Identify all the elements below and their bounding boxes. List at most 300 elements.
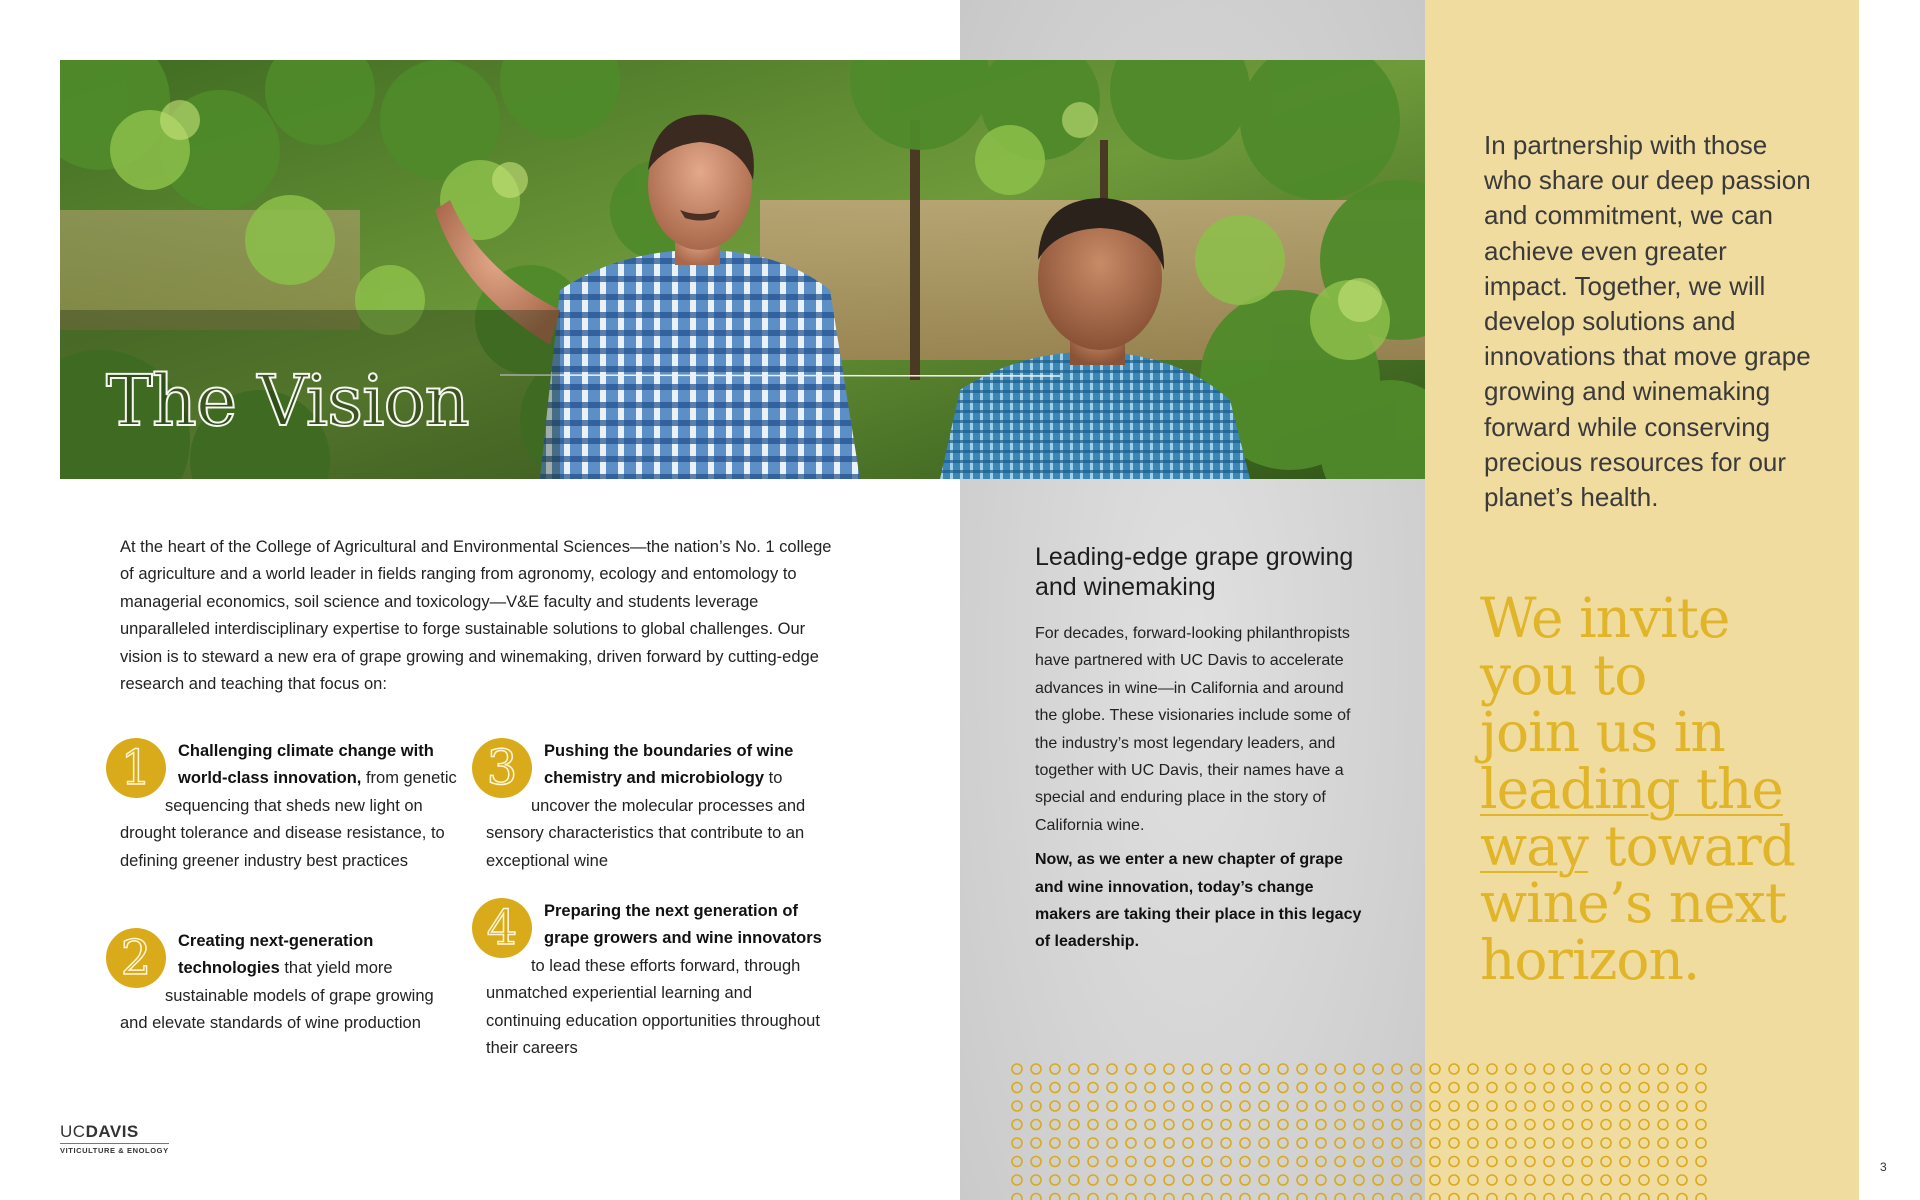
decorative-dot xyxy=(1658,1101,1668,1111)
decorative-dot xyxy=(1050,1120,1060,1130)
decorative-dot xyxy=(1183,1101,1193,1111)
decorative-dot xyxy=(1107,1064,1117,1074)
decorative-dot xyxy=(1088,1064,1098,1074)
decorative-dot xyxy=(1449,1101,1459,1111)
focus-item-text: to uncover the molecular processes and sensory characteristics that contribute to an exceptional wine xyxy=(486,769,806,870)
focus-item-title: Preparing the next generation of grape growers and wine innovators xyxy=(544,902,822,948)
decorative-dot xyxy=(1677,1120,1687,1130)
decorative-dot xyxy=(1316,1083,1326,1093)
decorative-dot xyxy=(1487,1157,1497,1167)
decorative-dot xyxy=(1544,1138,1554,1148)
decorative-dot xyxy=(1449,1157,1459,1167)
decorative-dot xyxy=(1525,1120,1535,1130)
decorative-dot xyxy=(1012,1083,1022,1093)
logo-davis: DAVIS xyxy=(85,1122,139,1141)
decorative-dot xyxy=(1525,1157,1535,1167)
decorative-dot xyxy=(1563,1083,1573,1093)
decorative-dot xyxy=(1278,1064,1288,1074)
decorative-dot xyxy=(1696,1194,1706,1200)
decorative-dot xyxy=(1506,1064,1516,1074)
decorative-dot xyxy=(1696,1064,1706,1074)
decorative-dot xyxy=(1468,1120,1478,1130)
decorative-dot xyxy=(1297,1120,1307,1130)
focus-item-2 xyxy=(120,928,465,1038)
decorative-dot xyxy=(1696,1101,1706,1111)
decorative-dot xyxy=(1487,1101,1497,1111)
focus-item-title: Pushing the boundaries of wine chemistry and microbiology xyxy=(544,742,794,788)
decorative-dot xyxy=(1031,1101,1041,1111)
decorative-dot xyxy=(1012,1101,1022,1111)
decorative-dot xyxy=(1145,1138,1155,1148)
decorative-dot xyxy=(1278,1194,1288,1200)
decorative-dot xyxy=(1335,1064,1345,1074)
decorative-dot xyxy=(1278,1120,1288,1130)
decorative-dot xyxy=(1582,1064,1592,1074)
decorative-dot xyxy=(1582,1194,1592,1200)
decorative-dot xyxy=(1240,1064,1250,1074)
decorative-dot xyxy=(1354,1194,1364,1200)
decorative-dot xyxy=(1316,1157,1326,1167)
decorative-dot xyxy=(1392,1101,1402,1111)
decorative-dot xyxy=(1259,1194,1269,1200)
number-badge: 3 xyxy=(472,738,532,798)
decorative-dot xyxy=(1297,1194,1307,1200)
decorative-dot xyxy=(1183,1157,1193,1167)
decorative-dot xyxy=(1468,1064,1478,1074)
decorative-dot xyxy=(1297,1101,1307,1111)
decorative-dot xyxy=(1240,1083,1250,1093)
decorative-dot xyxy=(1411,1120,1421,1130)
decorative-dot xyxy=(1031,1194,1041,1200)
decorative-dot xyxy=(1031,1083,1041,1093)
decorative-dot xyxy=(1183,1064,1193,1074)
decorative-dot xyxy=(1335,1138,1345,1148)
ucdavis-logo xyxy=(60,1122,169,1155)
decorative-dot xyxy=(1145,1064,1155,1074)
decorative-dot xyxy=(1620,1194,1630,1200)
decorative-dot xyxy=(1563,1175,1573,1185)
decorative-dot xyxy=(1202,1194,1212,1200)
decorative-dot xyxy=(1658,1120,1668,1130)
decorative-dot xyxy=(1126,1157,1136,1167)
decorative-dot xyxy=(1373,1083,1383,1093)
decorative-dot xyxy=(1145,1083,1155,1093)
decorative-dot xyxy=(1677,1157,1687,1167)
decorative-dot xyxy=(1145,1101,1155,1111)
number-badge: 4 xyxy=(472,898,532,958)
decorative-dot xyxy=(1069,1083,1079,1093)
decorative-dot xyxy=(1582,1101,1592,1111)
decorative-dot xyxy=(1145,1120,1155,1130)
decorative-dot xyxy=(1012,1194,1022,1200)
decorative-dot xyxy=(1259,1157,1269,1167)
decorative-dot xyxy=(1069,1064,1079,1074)
decorative-dot xyxy=(1677,1194,1687,1200)
decorative-dot xyxy=(1088,1157,1098,1167)
decorative-dot xyxy=(1525,1101,1535,1111)
decorative-dot xyxy=(1088,1138,1098,1148)
decorative-dot xyxy=(1316,1194,1326,1200)
decorative-dot xyxy=(1259,1120,1269,1130)
page-title: The Vision xyxy=(106,360,469,442)
decorative-dot xyxy=(1582,1175,1592,1185)
decorative-dot xyxy=(1506,1194,1516,1200)
decorative-dot xyxy=(1240,1175,1250,1185)
decorative-dot xyxy=(1639,1194,1649,1200)
decorative-dot xyxy=(1354,1064,1364,1074)
decorative-dot xyxy=(1183,1120,1193,1130)
decorative-dot xyxy=(1221,1138,1231,1148)
decorative-dot xyxy=(1658,1064,1668,1074)
decorative-dot xyxy=(1449,1064,1459,1074)
decorative-dot xyxy=(1164,1120,1174,1130)
partnership-statement: In partnership with those who share our deep passion and commitment, we can achieve even greater impact. Together, we will develop solutions and innovations that move grape growing and winemaking forward while conserving precious resources for our planet’s health. xyxy=(1484,130,1811,513)
decorative-dot xyxy=(1297,1175,1307,1185)
decorative-dot xyxy=(1354,1138,1364,1148)
decorative-dot xyxy=(1430,1083,1440,1093)
decorative-dot xyxy=(1278,1083,1288,1093)
decorative-dot xyxy=(1164,1157,1174,1167)
decorative-dot xyxy=(1050,1175,1060,1185)
decorative-dot xyxy=(1354,1083,1364,1093)
decorative-dot xyxy=(1563,1157,1573,1167)
decorative-dot xyxy=(1088,1175,1098,1185)
decorative-dot xyxy=(1107,1083,1117,1093)
decorative-dot xyxy=(1221,1157,1231,1167)
decorative-dot xyxy=(1696,1083,1706,1093)
decorative-dot xyxy=(1392,1064,1402,1074)
decorative-dot xyxy=(1658,1175,1668,1185)
decorative-dot xyxy=(1335,1157,1345,1167)
decorative-dot xyxy=(1639,1120,1649,1130)
decorative-dot xyxy=(1392,1175,1402,1185)
decorative-dot xyxy=(1468,1194,1478,1200)
decorative-dot xyxy=(1278,1138,1288,1148)
number-badge: 1 xyxy=(106,738,166,798)
decorative-dot xyxy=(1544,1120,1554,1130)
decorative-dot xyxy=(1468,1175,1478,1185)
decorative-dot xyxy=(1525,1175,1535,1185)
decorative-dot xyxy=(1202,1138,1212,1148)
decorative-dot xyxy=(1183,1194,1193,1200)
intro-paragraph: At the heart of the College of Agricultural and Environmental Sciences—the nation’s No. 1 college of agriculture and a world leader in fields ranging from agronomy, ecology and entomology to managerial economics, soil science and toxicology—V&E faculty and students leverage unparalleled interdisciplinary expertise to forge sustainable solutions to global challenges. Our vision is to steward a new era of grape growing and winemaking, driven forward by cutting-edge research and teaching that focus on: xyxy=(120,538,832,694)
decorative-dot xyxy=(1373,1194,1383,1200)
decorative-dot xyxy=(1335,1175,1345,1185)
decorative-dot xyxy=(1126,1120,1136,1130)
decorative-dot xyxy=(1392,1157,1402,1167)
decorative-dot xyxy=(1696,1120,1706,1130)
decorative-dot xyxy=(1164,1194,1174,1200)
decorative-dot xyxy=(1221,1064,1231,1074)
decorative-dot xyxy=(1506,1101,1516,1111)
decorative-dot xyxy=(1506,1138,1516,1148)
decorative-dot xyxy=(1677,1083,1687,1093)
decorative-dot xyxy=(1297,1064,1307,1074)
decorative-dot xyxy=(1696,1175,1706,1185)
decorative-dot xyxy=(1430,1120,1440,1130)
decorative-dot xyxy=(1392,1138,1402,1148)
focus-item-3 xyxy=(486,738,831,875)
decorative-dot xyxy=(1430,1101,1440,1111)
dot-pattern-decoration xyxy=(1010,1062,1720,1200)
decorative-dot xyxy=(1544,1175,1554,1185)
decorative-dot xyxy=(1031,1064,1041,1074)
decorative-dot xyxy=(1430,1194,1440,1200)
decorative-dot xyxy=(1601,1194,1611,1200)
decorative-dot xyxy=(1126,1175,1136,1185)
decorative-dot xyxy=(1069,1175,1079,1185)
decorative-dot xyxy=(1107,1157,1117,1167)
decorative-dot xyxy=(1373,1101,1383,1111)
decorative-dot xyxy=(1506,1157,1516,1167)
decorative-dot xyxy=(1316,1064,1326,1074)
decorative-dot xyxy=(1050,1101,1060,1111)
decorative-dot xyxy=(1601,1120,1611,1130)
decorative-dot xyxy=(1202,1175,1212,1185)
decorative-dot xyxy=(1069,1101,1079,1111)
decorative-dot xyxy=(1430,1157,1440,1167)
decorative-dot xyxy=(1544,1157,1554,1167)
decorative-dot xyxy=(1297,1157,1307,1167)
hero-photo xyxy=(60,60,1425,479)
invite-line: leading the xyxy=(1480,757,1783,821)
decorative-dot xyxy=(1240,1194,1250,1200)
decorative-dot xyxy=(1069,1120,1079,1130)
number-badge: 2 xyxy=(106,928,166,988)
sidebar-body xyxy=(1035,620,1365,963)
decorative-dot xyxy=(1183,1138,1193,1148)
logo-subtitle: VITICULTURE & ENOLOGY xyxy=(60,1143,169,1155)
decorative-dot xyxy=(1164,1175,1174,1185)
decorative-dot xyxy=(1240,1157,1250,1167)
focus-item-text: from genetic sequencing that sheds new light on drought tolerance and disease resistance, to defining greener industry best practices xyxy=(120,769,457,870)
invite-line: join us in xyxy=(1480,700,1725,764)
decorative-dot xyxy=(1278,1175,1288,1185)
decorative-dot xyxy=(1620,1101,1630,1111)
decorative-dot xyxy=(1088,1194,1098,1200)
decorative-dot xyxy=(1088,1120,1098,1130)
decorative-dot xyxy=(1677,1064,1687,1074)
decorative-dot xyxy=(1221,1120,1231,1130)
decorative-dot xyxy=(1639,1157,1649,1167)
decorative-dot xyxy=(1050,1157,1060,1167)
decorative-dot xyxy=(1012,1120,1022,1130)
decorative-dot xyxy=(1107,1101,1117,1111)
decorative-dot xyxy=(1354,1101,1364,1111)
decorative-dot xyxy=(1487,1083,1497,1093)
decorative-dot xyxy=(1050,1138,1060,1148)
decorative-dot xyxy=(1240,1138,1250,1148)
sidebar-paragraph: For decades, forward-looking philanthropists have partnered with UC Davis to accelerate advances in wine—in California and around the globe. These visionaries include some of the industry’s most legendary leaders, and together with UC Davis, their names have a special and enduring place in the story of California wine. xyxy=(1035,625,1351,834)
decorative-dot xyxy=(1012,1175,1022,1185)
page-number: 3 xyxy=(1880,1160,1887,1174)
decorative-dot xyxy=(1468,1101,1478,1111)
decorative-dot xyxy=(1240,1120,1250,1130)
decorative-dot xyxy=(1677,1138,1687,1148)
decorative-dot xyxy=(1202,1120,1212,1130)
decorative-dot xyxy=(1316,1138,1326,1148)
decorative-dot xyxy=(1069,1194,1079,1200)
invite-line: way xyxy=(1480,814,1588,878)
decorative-dot xyxy=(1240,1101,1250,1111)
decorative-dot xyxy=(1620,1083,1630,1093)
decorative-dot xyxy=(1164,1138,1174,1148)
decorative-dot xyxy=(1601,1064,1611,1074)
decorative-dot xyxy=(1145,1175,1155,1185)
decorative-dot xyxy=(1639,1083,1649,1093)
decorative-dot xyxy=(1145,1194,1155,1200)
decorative-dot xyxy=(1392,1120,1402,1130)
decorative-dot xyxy=(1582,1157,1592,1167)
decorative-dot xyxy=(1202,1064,1212,1074)
invite-line: wine’s next xyxy=(1480,871,1786,935)
decorative-dot xyxy=(1563,1138,1573,1148)
decorative-dot xyxy=(1373,1157,1383,1167)
decorative-dot xyxy=(1544,1083,1554,1093)
decorative-dot xyxy=(1316,1101,1326,1111)
decorative-dot xyxy=(1411,1083,1421,1093)
decorative-dot xyxy=(1696,1138,1706,1148)
decorative-dot xyxy=(1221,1101,1231,1111)
decorative-dot xyxy=(1126,1101,1136,1111)
decorative-dot xyxy=(1582,1120,1592,1130)
logo-uc: UC xyxy=(60,1122,86,1141)
decorative-dot xyxy=(1487,1194,1497,1200)
invite-line: toward xyxy=(1587,814,1796,878)
decorative-dot xyxy=(1677,1101,1687,1111)
decorative-dot xyxy=(1259,1138,1269,1148)
decorative-dot xyxy=(1468,1083,1478,1093)
decorative-dot xyxy=(1107,1138,1117,1148)
decorative-dot xyxy=(1354,1157,1364,1167)
decorative-dot xyxy=(1411,1138,1421,1148)
decorative-dot xyxy=(1164,1064,1174,1074)
decorative-dot xyxy=(1658,1138,1668,1148)
focus-item-1 xyxy=(120,738,465,875)
decorative-dot xyxy=(1221,1194,1231,1200)
decorative-dot xyxy=(1031,1120,1041,1130)
decorative-dot xyxy=(1582,1138,1592,1148)
decorative-dot xyxy=(1259,1064,1269,1074)
decorative-dot xyxy=(1050,1083,1060,1093)
decorative-dot xyxy=(1297,1083,1307,1093)
decorative-dot xyxy=(1031,1157,1041,1167)
decorative-dot xyxy=(1107,1194,1117,1200)
decorative-dot xyxy=(1164,1083,1174,1093)
decorative-dot xyxy=(1601,1157,1611,1167)
decorative-dot xyxy=(1449,1120,1459,1130)
decorative-dot xyxy=(1677,1175,1687,1185)
decorative-dot xyxy=(1411,1157,1421,1167)
decorative-dot xyxy=(1639,1064,1649,1074)
decorative-dot xyxy=(1335,1083,1345,1093)
decorative-dot xyxy=(1050,1064,1060,1074)
decorative-dot xyxy=(1487,1138,1497,1148)
decorative-dot xyxy=(1620,1157,1630,1167)
decorative-dot xyxy=(1449,1175,1459,1185)
decorative-dot xyxy=(1430,1064,1440,1074)
focus-item-title: Creating next-generation technologies xyxy=(178,932,374,978)
decorative-dot xyxy=(1525,1083,1535,1093)
focus-item-title: Challenging climate change with world-class innovation, xyxy=(178,742,434,788)
decorative-dot xyxy=(1525,1064,1535,1074)
decorative-dot xyxy=(1468,1138,1478,1148)
decorative-dot xyxy=(1373,1064,1383,1074)
decorative-dot xyxy=(1126,1064,1136,1074)
decorative-dot xyxy=(1620,1064,1630,1074)
decorative-dot xyxy=(1696,1157,1706,1167)
decorative-dot xyxy=(1297,1138,1307,1148)
decorative-dot xyxy=(1259,1101,1269,1111)
focus-item-text: to lead these efforts forward, through unmatched experiential learning and continuing education opportunities throughout their careers xyxy=(486,956,820,1058)
decorative-dot xyxy=(1373,1175,1383,1185)
decorative-dot xyxy=(1126,1138,1136,1148)
decorative-dot xyxy=(1449,1194,1459,1200)
decorative-dot xyxy=(1563,1120,1573,1130)
decorative-dot xyxy=(1335,1120,1345,1130)
invite-line: We invite xyxy=(1480,586,1730,650)
decorative-dot xyxy=(1411,1101,1421,1111)
decorative-dot xyxy=(1278,1101,1288,1111)
decorative-dot xyxy=(1259,1083,1269,1093)
decorative-dot xyxy=(1335,1101,1345,1111)
decorative-dot xyxy=(1525,1194,1535,1200)
decorative-dot xyxy=(1544,1064,1554,1074)
decorative-dot xyxy=(1525,1138,1535,1148)
decorative-dot xyxy=(1354,1120,1364,1130)
decorative-dot xyxy=(1487,1120,1497,1130)
decorative-dot xyxy=(1411,1175,1421,1185)
decorative-dot xyxy=(1316,1120,1326,1130)
decorative-dot xyxy=(1449,1138,1459,1148)
decorative-dot xyxy=(1411,1194,1421,1200)
decorative-dot xyxy=(1031,1138,1041,1148)
decorative-dot xyxy=(1639,1101,1649,1111)
decorative-dot xyxy=(1259,1175,1269,1185)
decorative-dot xyxy=(1392,1194,1402,1200)
decorative-dot xyxy=(1506,1120,1516,1130)
decorative-dot xyxy=(1069,1157,1079,1167)
focus-item-text: that yield more sustainable models of grape growing and elevate standards of wine production xyxy=(120,959,434,1033)
decorative-dot xyxy=(1183,1175,1193,1185)
decorative-dot xyxy=(1639,1175,1649,1185)
decorative-dot xyxy=(1620,1138,1630,1148)
decorative-dot xyxy=(1563,1194,1573,1200)
decorative-dot xyxy=(1145,1157,1155,1167)
decorative-dot xyxy=(1449,1083,1459,1093)
focus-item-4 xyxy=(486,898,831,1062)
decorative-dot xyxy=(1620,1120,1630,1130)
decorative-dot xyxy=(1601,1175,1611,1185)
decorative-dot xyxy=(1088,1083,1098,1093)
decorative-dot xyxy=(1354,1175,1364,1185)
decorative-dot xyxy=(1050,1194,1060,1200)
decorative-dot xyxy=(1487,1175,1497,1185)
decorative-dot xyxy=(1582,1083,1592,1093)
decorative-dot xyxy=(1221,1175,1231,1185)
decorative-dot xyxy=(1620,1175,1630,1185)
decorative-dot xyxy=(1601,1138,1611,1148)
decorative-dot xyxy=(1278,1157,1288,1167)
invite-line: you to xyxy=(1480,643,1647,707)
decorative-dot xyxy=(1107,1175,1117,1185)
decorative-dot xyxy=(1088,1101,1098,1111)
decorative-dot xyxy=(1430,1138,1440,1148)
decorative-dot xyxy=(1202,1083,1212,1093)
decorative-dot xyxy=(1316,1175,1326,1185)
decorative-dot xyxy=(1506,1083,1516,1093)
invitation-headline xyxy=(1480,586,1840,992)
